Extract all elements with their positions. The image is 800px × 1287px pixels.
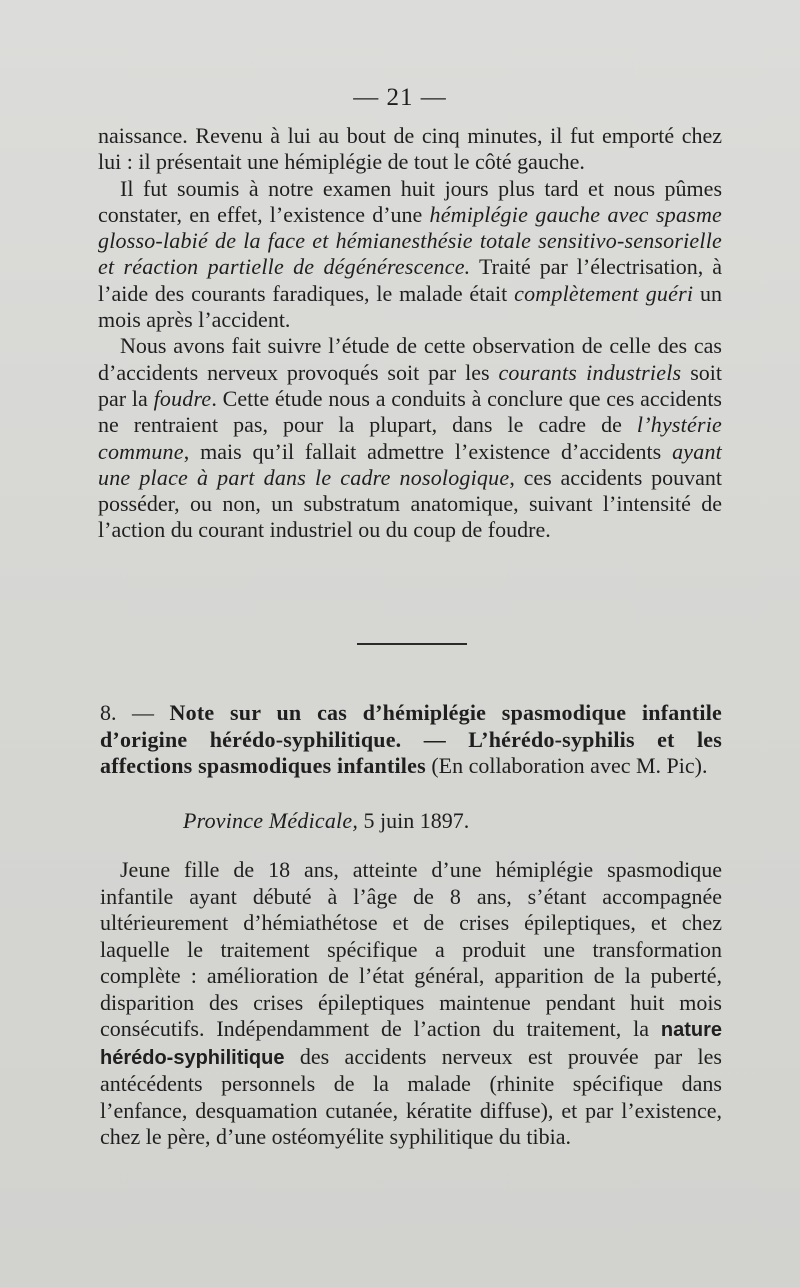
note-number: 8. —	[100, 700, 155, 725]
paragraph-2	[98, 176, 722, 334]
paragraph-2-italic-b: complètement guéri	[514, 280, 694, 306]
paragraph-2-text-a: Il fut soumis à notre examen huit jours plus tard et nous pûmes constater, en effet, l’existence d’une	[98, 175, 722, 227]
note-collaboration: (En collaboration avec M. Pic).	[425, 753, 708, 778]
paragraph-4-bold: nature hérédo-syphilitique	[100, 1019, 722, 1069]
page-number: — 21 —	[353, 84, 447, 111]
paragraph-3-text-a: Nous avons fait suivre l’étude de cette observation de celle des cas d’accidents nerveux provoqués soit par les	[98, 333, 722, 385]
paragraph-2-text-b: Traité par l’électrisation, à l’aide des courants faradiques, le malade était	[98, 254, 723, 306]
paragraph-1	[98, 123, 722, 176]
paragraph-2-text-c: un mois après l’accident.	[98, 280, 722, 333]
paragraph-2-italic-a: hémiplégie gauche avec spasme glosso-labié de la face et hémianesthésie totale sensitivo-sensorielle et réaction partielle de dégénérescence.	[98, 201, 723, 280]
paragraph-3-italic-d: ayant une place à part dans le cadre nosologique	[98, 438, 722, 490]
source-date: 5 juin 1897.	[358, 808, 470, 833]
source-journal: Province Médicale,	[183, 808, 359, 833]
paragraph-3	[98, 333, 722, 543]
paragraph-3-italic-a: courants industriels	[498, 359, 682, 385]
paragraph-4	[100, 857, 722, 1151]
paragraph-1-text: naissance. Revenu à lui au bout de cinq minutes, il fut emporté chez lui : il présentait une hémiplégie de tout le côté gauche.	[98, 123, 722, 175]
body-text	[98, 123, 722, 544]
note-heading	[100, 700, 722, 780]
paragraph-4-text-b: des accidents nerveux est prouvée par les antécédents personnels de la malade (rhinite spécifique dans l’enfance, desquamation cutanée, kératite diffuse), et par l’existence, chez le père, d’une ostéomyélite syphilitique du tibia.	[100, 1043, 722, 1149]
note-title: Note sur un cas d’hémiplégie spasmodique infantile d’origine hérédo-syphilitique. — L’hérédo-syphilis et les affections spasmodiques infantiles	[100, 700, 723, 778]
paragraph-4-text-a: Jeune fille de 18 ans, atteinte d’une hémiplégie spasmodique infantile ayant débuté à l’âge de 8 ans, s’étant accompagnée ultérieurement d’hémiathétose et de crises épileptiques, et chez laquelle le traitement spécifique a produit une transformation complète : amélioration de l’état général, apparition de la puberté, disparition des crises épileptiques maintenue pendant huit mois consécutifs. Indépendamment de l’action du traitement, la	[100, 857, 722, 1041]
note-title-block	[100, 700, 722, 780]
paragraph-3-text-b: soit par la	[98, 359, 722, 411]
paragraph-3-text-d: , mais qu’il fallait admettre l’existence d’accidents	[183, 438, 673, 464]
section-divider	[357, 643, 467, 645]
paragraph-3-italic-c: l’hystérie commune	[98, 412, 722, 464]
note-source	[183, 808, 469, 834]
paragraph-3-italic-b: foudre	[153, 385, 212, 411]
paragraph-3-text-c: . Cette étude nous a conduits à conclure que ces accidents ne rentraient pas, pour la plupart, dans le cadre de	[98, 385, 722, 438]
paragraph-3-text-e: , ces accidents pouvant posséder, ou non, un substratum anatomique, suivant l’intensité de l’action du courant industriel ou du coup de foudre.	[98, 464, 723, 543]
